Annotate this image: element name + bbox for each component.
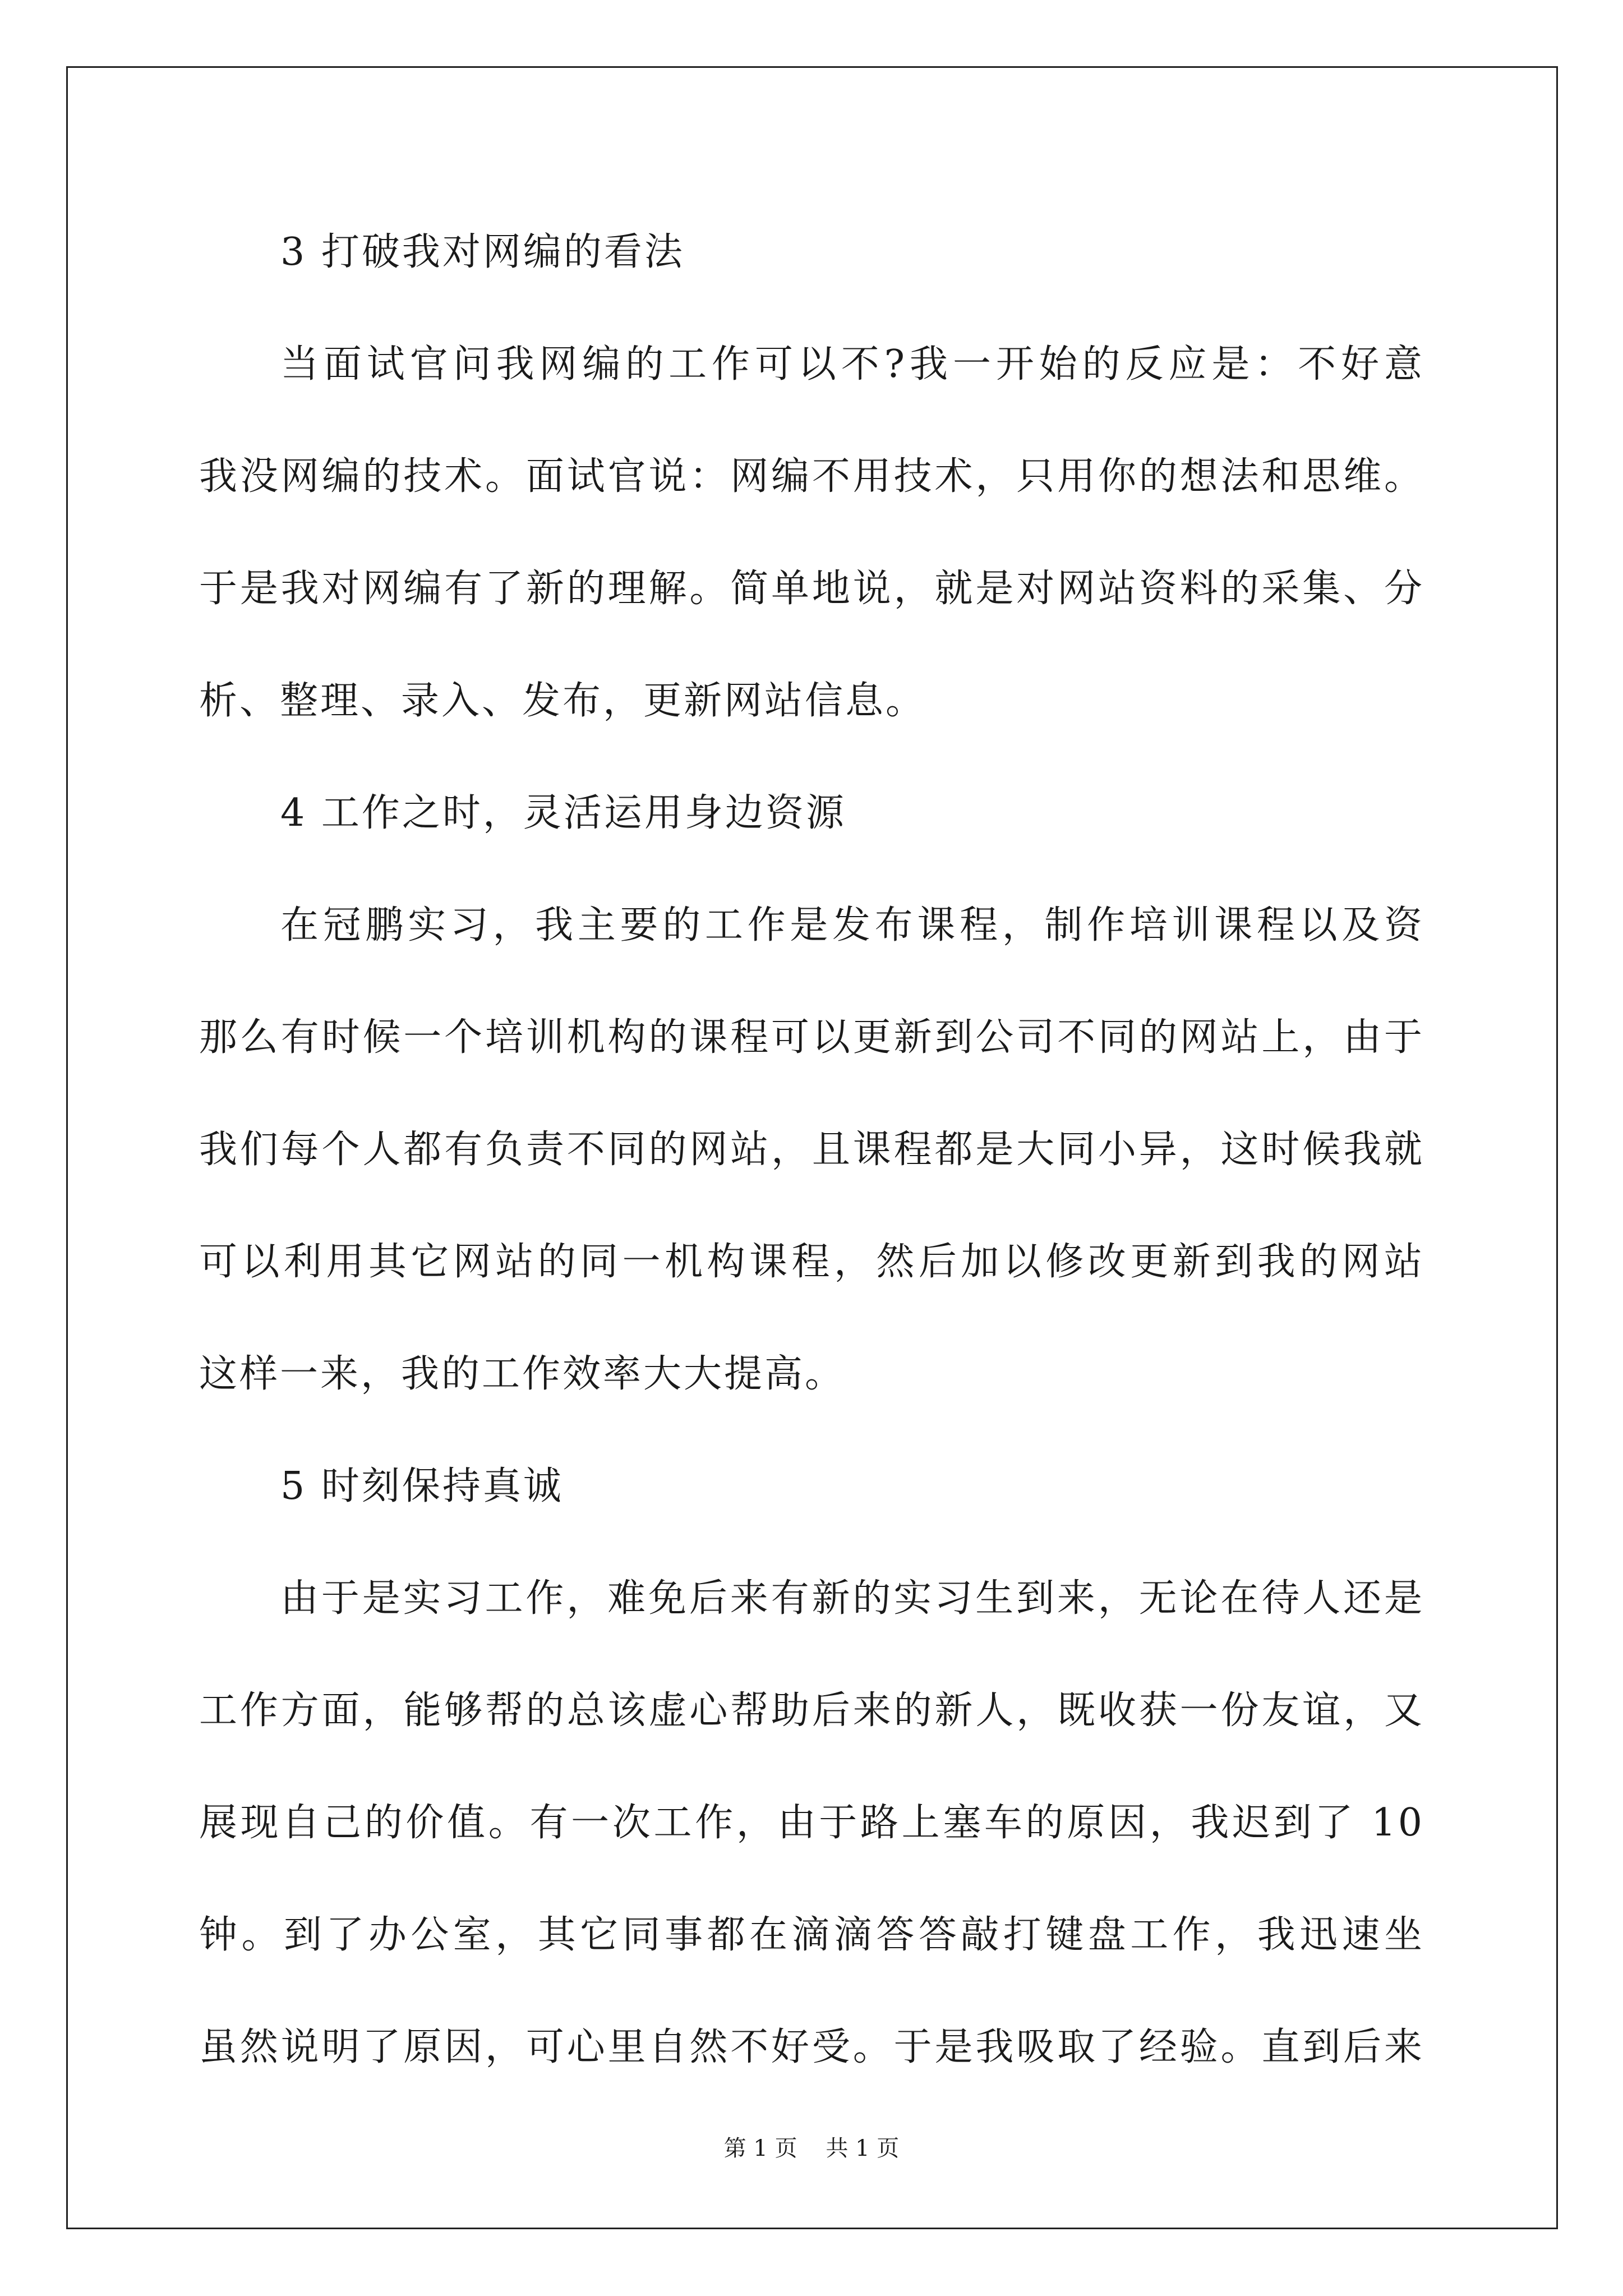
text-line: 4 工作之时，灵活运用身边资源 xyxy=(280,791,846,835)
text-line: 工作方面，能够帮的总该虚心帮助后来的新人，既收获一份友谊，又 xyxy=(199,1688,1424,1733)
text-line: 我没网编的技术。面试官说：网编不用技术，只用你的想法和思维。 xyxy=(199,454,1424,499)
text-line: 析、整理、录入、发布，更新网站信息。 xyxy=(199,679,926,723)
text-line: 展现自己的价值。有一次工作，由于路上塞车的原因，我迟到了 10 xyxy=(199,1801,1424,1845)
page-footer: 第 1 页 共 1 页 xyxy=(723,2136,900,2161)
text-line: 当面试官问我网编的工作可以不?我一开始的反应是：不好意 xyxy=(280,342,1424,386)
document-body xyxy=(199,196,1424,2104)
text-line: 在冠鹏实习，我主要的工作是发布课程，制作培训课程以及资 xyxy=(280,903,1424,947)
text-line: 5 时刻保持真诚 xyxy=(280,1464,564,1508)
text-line: 这样一来，我的工作效率大大提高。 xyxy=(199,1352,846,1396)
text-line: 我们每个人都有负责不同的网站，且课程都是大同小异，这时候我就 xyxy=(199,1128,1424,1172)
text-line: 钟。到了办公室，其它同事都在滴滴答答敲打键盘工作，我迅速坐 xyxy=(199,1913,1424,1957)
text-line: 于是我对网编有了新的理解。简单地说，就是对网站资料的采集、分 xyxy=(199,567,1424,611)
text-line: 3 打破我对网编的看法 xyxy=(280,230,685,274)
text-line: 那么有时候一个培训机构的课程可以更新到公司不同的网站上，由于 xyxy=(199,1015,1424,1060)
text-line: 可以利用其它网站的同一机构课程，然后加以修改更新到我的网站 xyxy=(199,1240,1424,1284)
text-line: 虽然说明了原因，可心里自然不好受。于是我吸取了经验。直到后来 xyxy=(199,2025,1424,2069)
text-line: 由于是实习工作，难免后来有新的实习生到来，无论在待人还是 xyxy=(280,1576,1424,1621)
